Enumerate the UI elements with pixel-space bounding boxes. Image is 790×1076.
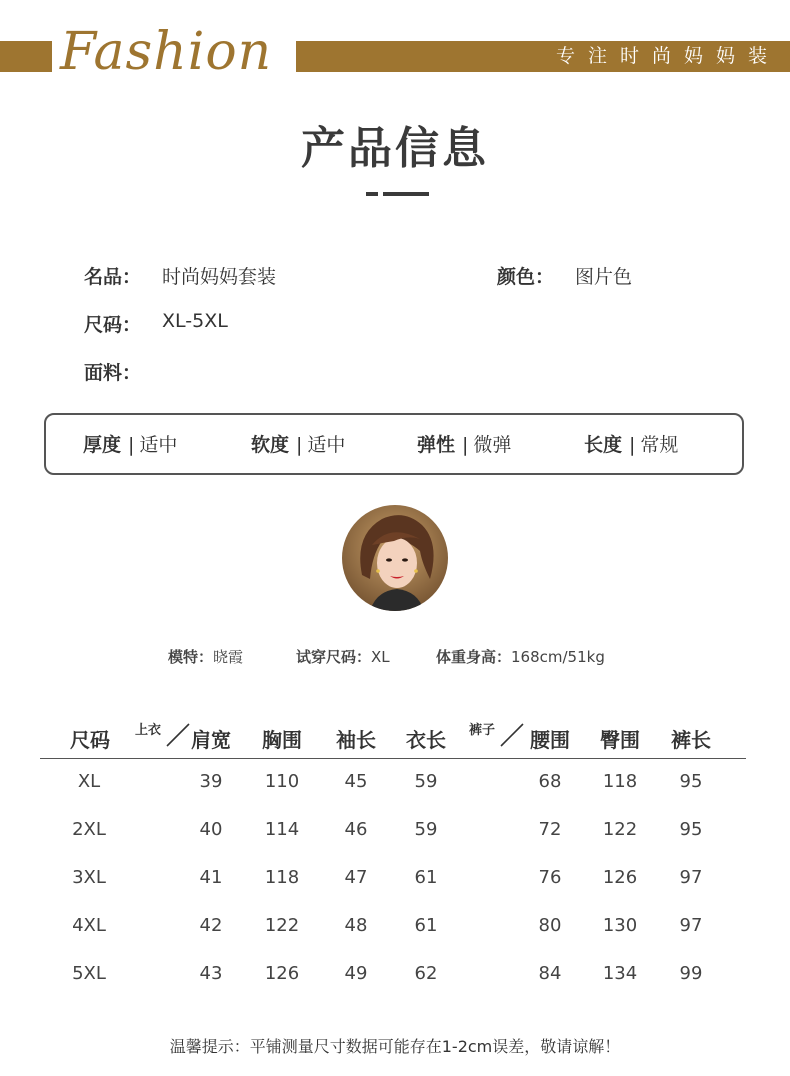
table-cell: 59 — [414, 771, 438, 792]
table-row-size: 4XL — [72, 915, 106, 936]
table-cell: 48 — [344, 915, 368, 936]
header-chest: 胸围 — [262, 728, 302, 752]
attr-value: 常规 — [640, 434, 679, 456]
table-row-size: XL — [77, 771, 101, 792]
attr-value: 微弹 — [473, 434, 512, 456]
table-cell: 130 — [602, 915, 638, 936]
table-cell: 49 — [344, 963, 368, 984]
title-divider-long — [383, 192, 429, 196]
table-cell: 134 — [602, 963, 638, 984]
attr-thickness — [83, 430, 177, 457]
brand-logo: Fashion — [60, 22, 273, 82]
attr-separator: | — [128, 434, 135, 456]
trial-size-label: 试穿尺码： — [296, 648, 372, 666]
table-cell: 118 — [264, 867, 300, 888]
top-group-label: 上衣 — [135, 723, 162, 738]
model-body — [436, 646, 605, 667]
body-label: 体重身高： — [436, 648, 512, 666]
body-value: 168cm/51kg — [511, 648, 605, 666]
fabric-label: 面料： — [84, 362, 142, 384]
table-cell: 126 — [264, 963, 300, 984]
attr-separator: | — [462, 434, 469, 456]
table-cell: 97 — [679, 915, 703, 936]
table-row-size: 3XL — [72, 867, 106, 888]
table-cell: 122 — [264, 915, 300, 936]
header-slogan: 专注时尚妈妈装 — [555, 45, 780, 67]
trial-size-value: XL — [371, 648, 390, 666]
header-bar-left — [0, 41, 52, 72]
color-label: 颜色： — [497, 266, 555, 288]
table-cell: 62 — [414, 963, 438, 984]
model-label: 模特： — [168, 648, 214, 666]
attr-elasticity — [417, 430, 511, 457]
attr-value: 适中 — [139, 434, 178, 456]
header-top-length: 衣长 — [406, 728, 446, 752]
header-sleeve: 袖长 — [336, 728, 376, 752]
attr-value: 适中 — [307, 434, 346, 456]
table-cell: 59 — [414, 819, 438, 840]
attr-label: 弹性 — [417, 434, 456, 456]
header-pants-length: 裤长 — [671, 728, 711, 752]
table-cell: 72 — [538, 819, 562, 840]
table-cell: 84 — [538, 963, 562, 984]
table-cell: 68 — [538, 771, 562, 792]
table-cell: 114 — [264, 819, 300, 840]
attr-label: 厚度 — [83, 434, 122, 456]
table-cell: 95 — [679, 771, 703, 792]
attr-separator: | — [629, 434, 636, 456]
table-cell: 39 — [199, 771, 223, 792]
attr-label: 长度 — [584, 434, 623, 456]
model-name — [168, 646, 243, 667]
table-cell: 61 — [414, 915, 438, 936]
table-row-size: 2XL — [72, 819, 106, 840]
header-waist: 腰围 — [530, 728, 570, 752]
color-value: 图片色 — [575, 266, 633, 288]
table-cell: 80 — [538, 915, 562, 936]
size-column-header: 尺码 — [70, 728, 110, 752]
table-cell: 76 — [538, 867, 562, 888]
table-cell: 43 — [199, 963, 223, 984]
model-avatar — [342, 505, 448, 611]
table-cell: 95 — [679, 819, 703, 840]
table-cell: 61 — [414, 867, 438, 888]
title-divider-short — [366, 192, 378, 196]
size-value: XL-5XL — [162, 310, 228, 332]
bottom-group-label: 裤子 — [469, 723, 496, 738]
table-cell: 41 — [199, 867, 223, 888]
table-cell: 126 — [602, 867, 638, 888]
measurement-tip: 温馨提示：平铺测量尺寸数据可能存在1-2cm误差，敬请谅解！ — [169, 1037, 621, 1056]
table-cell: 122 — [602, 819, 638, 840]
table-cell: 47 — [344, 867, 368, 888]
attr-length — [584, 430, 678, 457]
table-cell: 46 — [344, 819, 368, 840]
table-cell: 42 — [199, 915, 223, 936]
name-label: 名品： — [84, 266, 142, 288]
table-cell: 110 — [264, 771, 300, 792]
size-label: 尺码： — [84, 314, 142, 336]
table-cell: 118 — [602, 771, 638, 792]
table-cell: 40 — [199, 819, 223, 840]
header-hip: 臀围 — [600, 728, 640, 752]
header-shoulder: 肩宽 — [191, 728, 231, 752]
model-trial-size — [296, 646, 390, 667]
table-row-size: 5XL — [72, 963, 106, 984]
page-title: 产品信息 — [301, 123, 489, 174]
table-cell: 45 — [344, 771, 368, 792]
name-value: 时尚妈妈套装 — [162, 266, 277, 288]
table-divider — [40, 758, 746, 759]
attr-separator: | — [296, 434, 303, 456]
table-cell: 99 — [679, 963, 703, 984]
attr-label: 软度 — [251, 434, 290, 456]
table-cell: 97 — [679, 867, 703, 888]
attr-softness — [251, 430, 345, 457]
model-portrait-icon — [342, 505, 448, 611]
model-value: 晓霞 — [213, 648, 244, 666]
